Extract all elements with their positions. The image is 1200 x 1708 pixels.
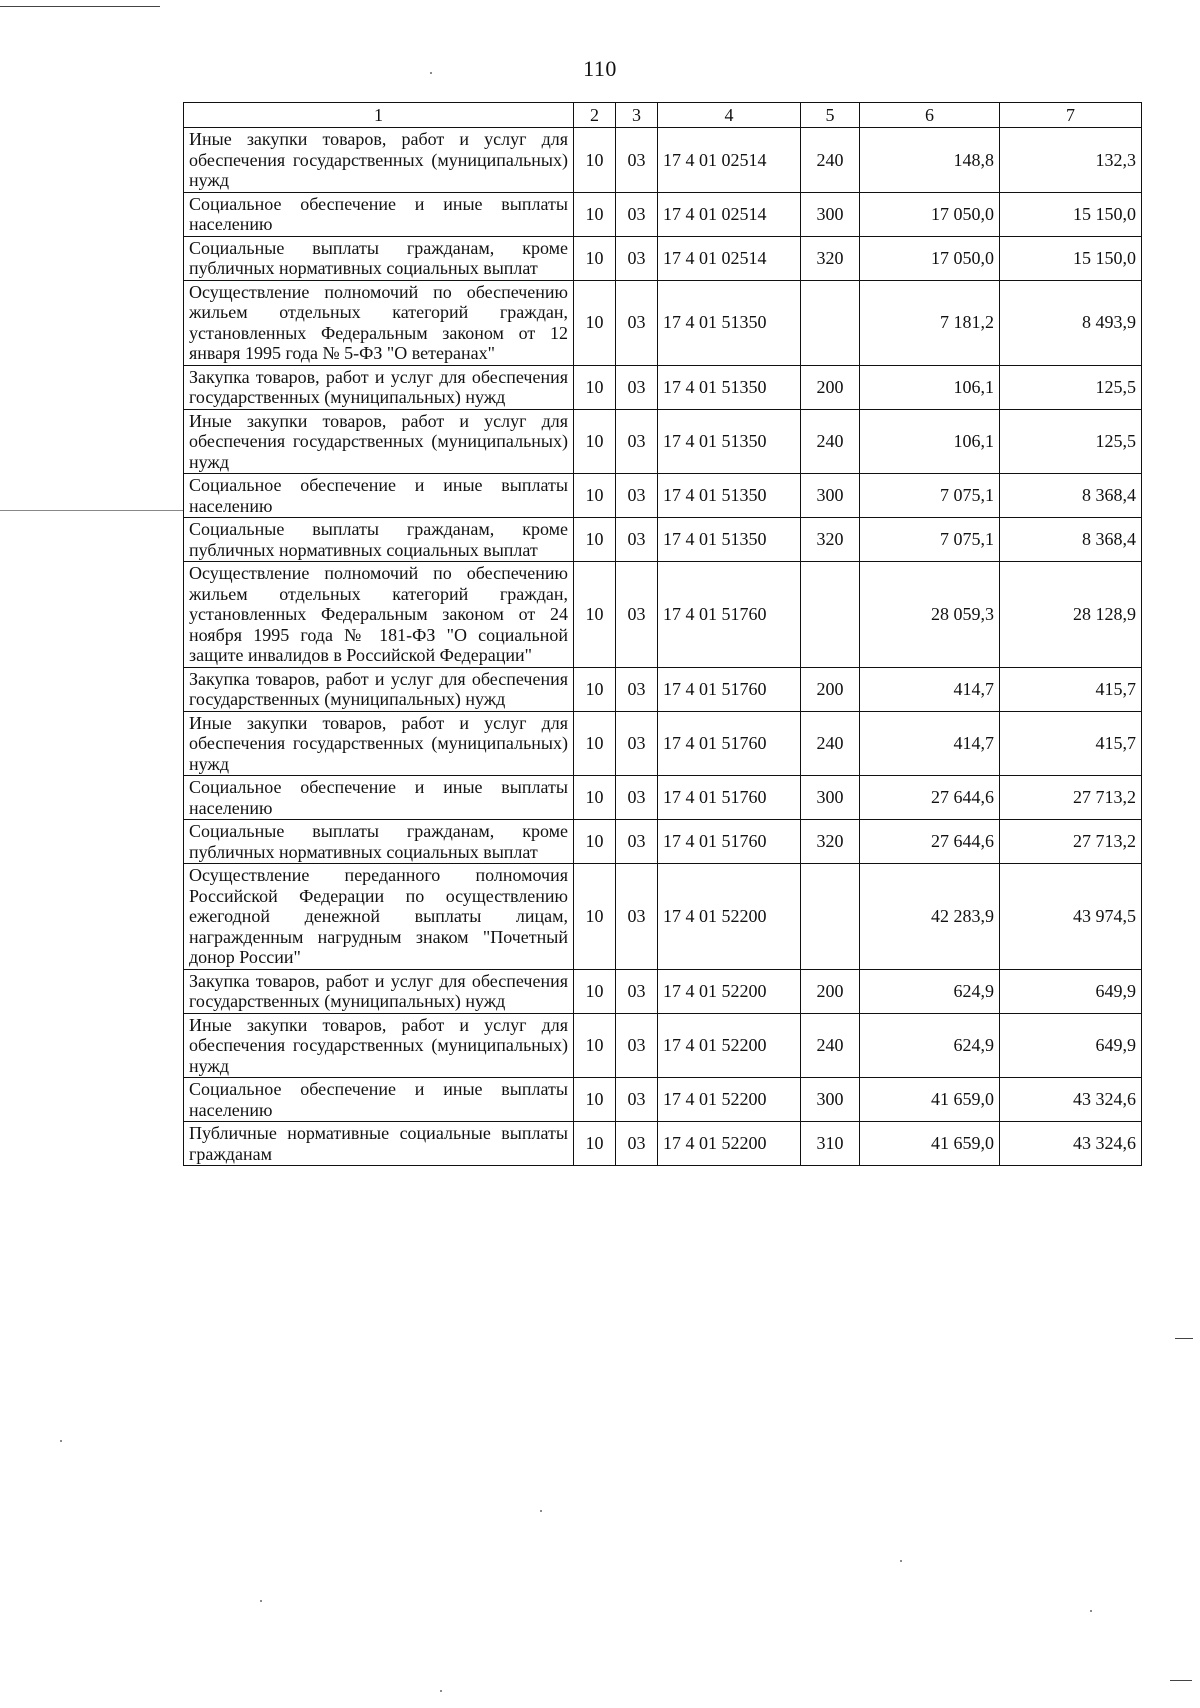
row-razdel: 10	[574, 820, 616, 864]
row-sum1: 624,9	[860, 969, 1000, 1013]
row-name: Социальное обеспечение и иные выплаты населению	[184, 1078, 574, 1122]
row-razdel: 10	[574, 474, 616, 518]
row-sum1: 17 050,0	[860, 192, 1000, 236]
row-sum2: 27 713,2	[1000, 776, 1142, 820]
column-header: 2	[574, 103, 616, 128]
row-podrazdel: 03	[616, 711, 658, 776]
table-row	[184, 128, 1142, 193]
scan-dust	[440, 1690, 442, 1692]
scan-dust	[260, 1600, 262, 1602]
row-vr	[801, 864, 860, 970]
row-razdel: 10	[574, 518, 616, 562]
row-vr: 240	[801, 1013, 860, 1078]
row-razdel: 10	[574, 776, 616, 820]
row-podrazdel: 03	[616, 236, 658, 280]
row-name: Закупка товаров, работ и услуг для обеспечения государственных (муниципальных) нужд	[184, 365, 574, 409]
row-sum2: 15 150,0	[1000, 192, 1142, 236]
budget-table	[183, 102, 1142, 1166]
row-name: Иные закупки товаров, работ и услуг для обеспечения государственных (муниципальных) нужд	[184, 711, 574, 776]
table-row	[184, 518, 1142, 562]
row-sum1: 17 050,0	[860, 236, 1000, 280]
row-razdel: 10	[574, 864, 616, 970]
scan-dust	[900, 1560, 902, 1562]
row-name: Социальное обеспечение и иные выплаты населению	[184, 776, 574, 820]
row-sum1: 27 644,6	[860, 820, 1000, 864]
row-vr: 200	[801, 365, 860, 409]
row-vr: 200	[801, 969, 860, 1013]
row-sum2: 125,5	[1000, 365, 1142, 409]
row-csr: 17 4 01 51350	[658, 474, 801, 518]
row-razdel: 10	[574, 969, 616, 1013]
row-sum1: 41 659,0	[860, 1122, 1000, 1166]
table-row	[184, 192, 1142, 236]
row-podrazdel: 03	[616, 1122, 658, 1166]
row-vr: 300	[801, 776, 860, 820]
row-csr: 17 4 01 51760	[658, 562, 801, 668]
table-row	[184, 1078, 1142, 1122]
row-sum2: 27 713,2	[1000, 820, 1142, 864]
row-podrazdel: 03	[616, 409, 658, 474]
table-row	[184, 280, 1142, 365]
column-header: 1	[184, 103, 574, 128]
row-csr: 17 4 01 51350	[658, 409, 801, 474]
row-razdel: 10	[574, 192, 616, 236]
row-vr	[801, 280, 860, 365]
row-sum2: 43 324,6	[1000, 1078, 1142, 1122]
row-csr: 17 4 01 52200	[658, 969, 801, 1013]
row-podrazdel: 03	[616, 280, 658, 365]
row-name: Иные закупки товаров, работ и услуг для обеспечения государственных (муниципальных) нужд	[184, 128, 574, 193]
row-sum2: 415,7	[1000, 667, 1142, 711]
row-vr: 240	[801, 409, 860, 474]
row-podrazdel: 03	[616, 776, 658, 820]
table-row	[184, 969, 1142, 1013]
row-podrazdel: 03	[616, 1013, 658, 1078]
row-sum2: 132,3	[1000, 128, 1142, 193]
row-podrazdel: 03	[616, 864, 658, 970]
table-header-row	[184, 103, 1142, 128]
row-name: Социальные выплаты гражданам, кроме публичных нормативных социальных выплат	[184, 820, 574, 864]
row-vr: 240	[801, 711, 860, 776]
row-sum1: 148,8	[860, 128, 1000, 193]
row-csr: 17 4 01 02514	[658, 128, 801, 193]
table-body	[184, 128, 1142, 1166]
row-podrazdel: 03	[616, 518, 658, 562]
row-sum1: 106,1	[860, 409, 1000, 474]
row-csr: 17 4 01 52200	[658, 864, 801, 970]
row-vr: 300	[801, 1078, 860, 1122]
row-razdel: 10	[574, 280, 616, 365]
table-row	[184, 711, 1142, 776]
row-razdel: 10	[574, 1013, 616, 1078]
row-sum1: 414,7	[860, 711, 1000, 776]
row-name: Закупка товаров, работ и услуг для обеспечения государственных (муниципальных) нужд	[184, 667, 574, 711]
row-razdel: 10	[574, 562, 616, 668]
row-podrazdel: 03	[616, 969, 658, 1013]
row-csr: 17 4 01 51350	[658, 518, 801, 562]
column-header: 4	[658, 103, 801, 128]
row-sum1: 41 659,0	[860, 1078, 1000, 1122]
row-csr: 17 4 01 02514	[658, 236, 801, 280]
row-vr: 320	[801, 820, 860, 864]
row-razdel: 10	[574, 667, 616, 711]
page-number: 110	[583, 56, 617, 81]
row-name: Социальное обеспечение и иные выплаты населению	[184, 474, 574, 518]
row-sum2: 415,7	[1000, 711, 1142, 776]
row-vr: 200	[801, 667, 860, 711]
row-csr: 17 4 01 52200	[658, 1013, 801, 1078]
row-vr: 320	[801, 518, 860, 562]
row-name: Иные закупки товаров, работ и услуг для обеспечения государственных (муниципальных) нужд	[184, 1013, 574, 1078]
row-sum2: 125,5	[1000, 409, 1142, 474]
row-name: Иные закупки товаров, работ и услуг для обеспечения государственных (муниципальных) нужд	[184, 409, 574, 474]
column-header: 6	[860, 103, 1000, 128]
row-sum2: 43 974,5	[1000, 864, 1142, 970]
table-row	[184, 1122, 1142, 1166]
row-sum1: 28 059,3	[860, 562, 1000, 668]
row-name: Социальные выплаты гражданам, кроме публичных нормативных социальных выплат	[184, 518, 574, 562]
table-row	[184, 776, 1142, 820]
table-row	[184, 409, 1142, 474]
row-sum1: 624,9	[860, 1013, 1000, 1078]
row-podrazdel: 03	[616, 128, 658, 193]
row-sum2: 8 368,4	[1000, 474, 1142, 518]
row-sum2: 43 324,6	[1000, 1122, 1142, 1166]
scan-dust	[1090, 1610, 1092, 1612]
row-razdel: 10	[574, 711, 616, 776]
row-vr: 310	[801, 1122, 860, 1166]
scan-edge-line	[0, 6, 160, 7]
row-vr: 320	[801, 236, 860, 280]
row-csr: 17 4 01 51760	[658, 667, 801, 711]
row-vr: 240	[801, 128, 860, 193]
row-sum2: 15 150,0	[1000, 236, 1142, 280]
row-name: Осуществление переданного полномочия Российской Федерации по осуществлению ежегодной денежной выплаты лицам, награжденным нагрудным знаком "Почетный донор России"	[184, 864, 574, 970]
row-razdel: 10	[574, 365, 616, 409]
table-row	[184, 1013, 1142, 1078]
row-csr: 17 4 01 52200	[658, 1078, 801, 1122]
row-csr: 17 4 01 51760	[658, 711, 801, 776]
row-sum1: 7 181,2	[860, 280, 1000, 365]
row-name: Осуществление полномочий по обеспечению жильем отдельных категорий граждан, установленных Федеральным законом от 24 ноября 1995 года № 181-ФЗ "О социальной защите инвалидов в Российской Федерации"	[184, 562, 574, 668]
scan-edge-line	[1175, 1338, 1193, 1339]
row-sum1: 106,1	[860, 365, 1000, 409]
scan-edge-line	[0, 510, 183, 511]
row-name: Социальное обеспечение и иные выплаты населению	[184, 192, 574, 236]
table-row	[184, 365, 1142, 409]
column-header: 3	[616, 103, 658, 128]
row-sum1: 414,7	[860, 667, 1000, 711]
row-sum1: 42 283,9	[860, 864, 1000, 970]
row-podrazdel: 03	[616, 474, 658, 518]
row-name: Закупка товаров, работ и услуг для обеспечения государственных (муниципальных) нужд	[184, 969, 574, 1013]
row-sum1: 7 075,1	[860, 518, 1000, 562]
row-sum1: 27 644,6	[860, 776, 1000, 820]
table-row	[184, 864, 1142, 970]
row-podrazdel: 03	[616, 820, 658, 864]
row-podrazdel: 03	[616, 562, 658, 668]
table-row	[184, 820, 1142, 864]
row-podrazdel: 03	[616, 667, 658, 711]
row-razdel: 10	[574, 128, 616, 193]
row-csr: 17 4 01 51760	[658, 820, 801, 864]
row-csr: 17 4 01 51760	[658, 776, 801, 820]
row-razdel: 10	[574, 1122, 616, 1166]
row-razdel: 10	[574, 236, 616, 280]
row-sum2: 8 493,9	[1000, 280, 1142, 365]
scan-edge-line	[1170, 1680, 1192, 1681]
column-header: 7	[1000, 103, 1142, 128]
row-name: Публичные нормативные социальные выплаты гражданам	[184, 1122, 574, 1166]
row-sum2: 649,9	[1000, 969, 1142, 1013]
row-name: Осуществление полномочий по обеспечению жильем отдельных категорий граждан, установленных Федеральным законом от 12 января 1995 года № 5-ФЗ "О ветеранах"	[184, 280, 574, 365]
row-csr: 17 4 01 51350	[658, 280, 801, 365]
row-csr: 17 4 01 52200	[658, 1122, 801, 1166]
row-sum2: 28 128,9	[1000, 562, 1142, 668]
row-sum2: 649,9	[1000, 1013, 1142, 1078]
table-row	[184, 562, 1142, 668]
row-razdel: 10	[574, 409, 616, 474]
row-podrazdel: 03	[616, 192, 658, 236]
row-sum1: 7 075,1	[860, 474, 1000, 518]
column-header: 5	[801, 103, 860, 128]
row-razdel: 10	[574, 1078, 616, 1122]
table-row	[184, 667, 1142, 711]
table-row	[184, 474, 1142, 518]
row-sum2: 8 368,4	[1000, 518, 1142, 562]
row-vr	[801, 562, 860, 668]
row-vr: 300	[801, 474, 860, 518]
scan-dust	[540, 1510, 542, 1512]
row-csr: 17 4 01 02514	[658, 192, 801, 236]
row-name: Социальные выплаты гражданам, кроме публичных нормативных социальных выплат	[184, 236, 574, 280]
row-vr: 300	[801, 192, 860, 236]
table-row	[184, 236, 1142, 280]
row-podrazdel: 03	[616, 365, 658, 409]
row-podrazdel: 03	[616, 1078, 658, 1122]
scan-dust	[60, 1440, 62, 1442]
row-csr: 17 4 01 51350	[658, 365, 801, 409]
